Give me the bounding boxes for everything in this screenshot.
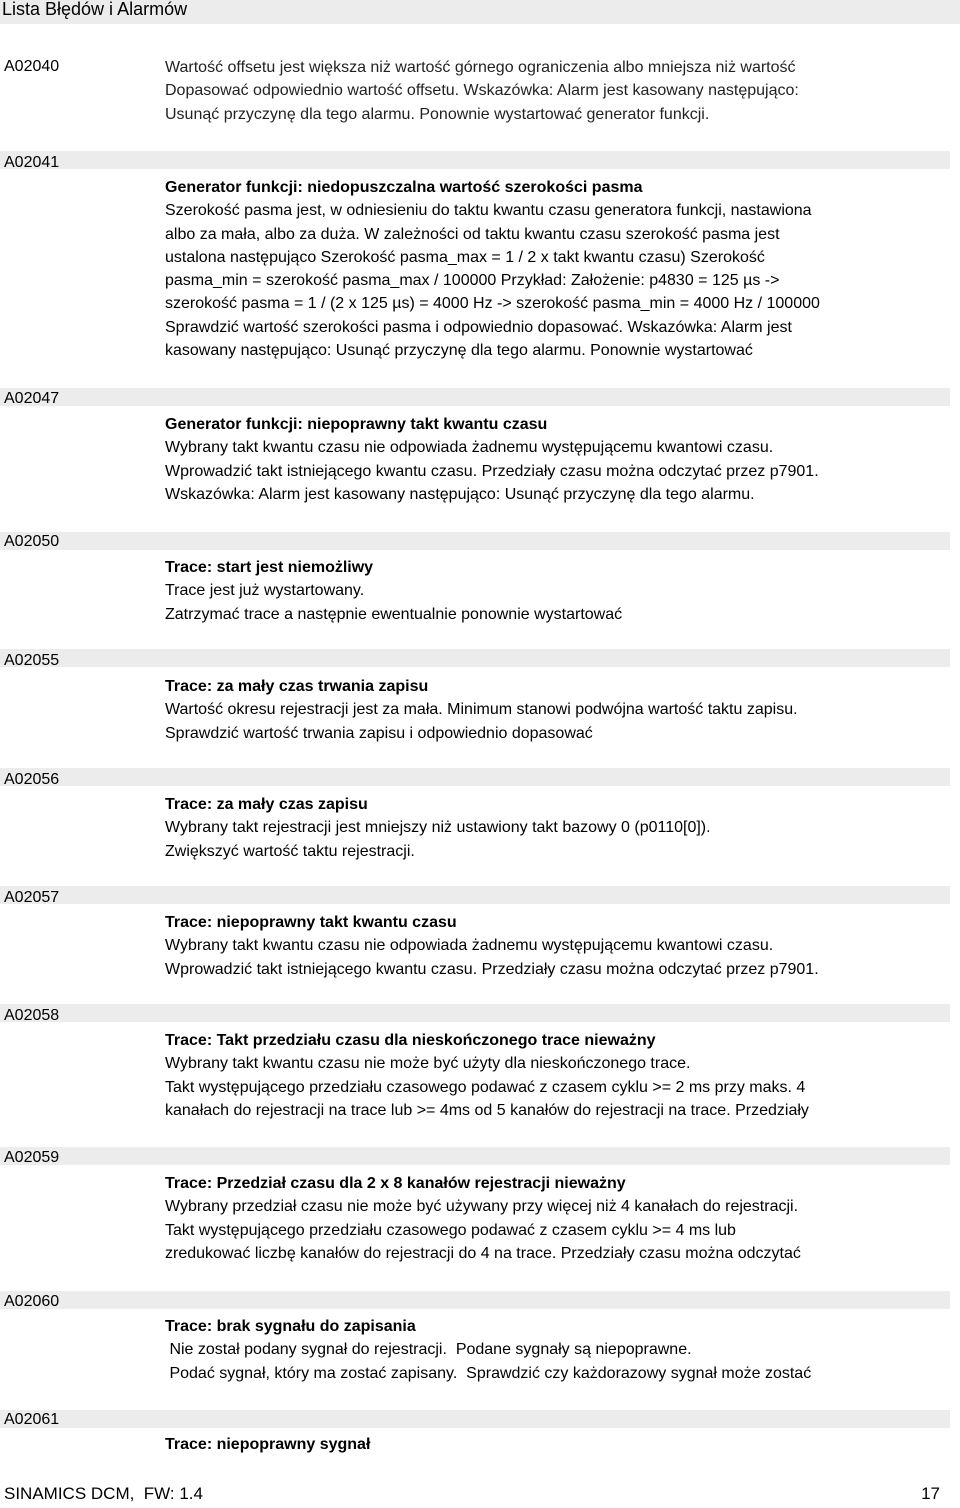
description-line: Sprawdzić wartość trwania zapisu i odpowiednio dopasować — [165, 724, 593, 742]
alarm-code: A02057 — [4, 889, 60, 906]
alarm-entry — [165, 1433, 955, 1456]
alarm-entry — [165, 1172, 955, 1265]
alarm-code: A02050 — [4, 533, 60, 550]
alarm-code: A02055 — [4, 652, 60, 669]
description-line: kanałach do rejestracji na trace lub >= 4ms od 5 kanałów do rejestracji na trace. Przedziały — [165, 1101, 809, 1119]
description-line: Takt występującego przedziału czasowego podawać z czasem cyklu >= 2 ms przy maks. 4 — [165, 1078, 806, 1096]
description-line: Wybrany takt kwantu czasu nie odpowiada żadnemu występującemu kwantowi czasu. — [165, 439, 774, 457]
alarm-code: A02058 — [4, 1007, 60, 1024]
alarm-entry — [165, 1029, 955, 1122]
row-separator — [0, 886, 950, 904]
alarm-title: Trace: start jest niemożliwy — [165, 559, 374, 576]
row-separator — [0, 388, 950, 406]
description-line: Takt występującego przedziału czasowego podawać z czasem cyklu >= 4 ms lub — [165, 1221, 736, 1239]
description-line: Wartość okresu rejestracji jest za mała. Minimum stanowi podwójna wartość taktu zapisu. — [165, 701, 798, 719]
page-header — [0, 0, 960, 24]
alarm-title: Generator funkcji: niepoprawny takt kwantu czasu — [165, 416, 548, 433]
alarm-title: Trace: za mały czas trwania zapisu — [165, 678, 429, 695]
description-line: Wybrany takt rejestracji jest mniejszy niż ustawiony takt bazowy 0 (p0110[0]). — [165, 819, 711, 837]
alarm-entry — [165, 911, 955, 981]
description-line: Dopasować odpowiednio wartość offsetu. Wskazówka: Alarm jest kasowany następująco: — [165, 82, 799, 100]
row-separator — [0, 151, 950, 169]
alarm-entry — [165, 413, 955, 506]
description-line: zredukować liczbę kanałów do rejestracji do 4 na trace. Przedziały czasu można odczytać — [165, 1244, 801, 1262]
alarm-entry — [165, 556, 955, 626]
description-line: pasma_min = szerokość pasma_max / 100000 Przykład: Założenie: p4830 = 125 µs -> — [165, 272, 780, 290]
alarm-code: A02059 — [4, 1149, 60, 1166]
alarm-title: Generator funkcji: niedopuszczalna wartość szerokości pasma — [165, 179, 643, 196]
alarm-entry — [165, 176, 955, 362]
alarm-title: Trace: brak sygnału do zapisania — [165, 1318, 416, 1335]
page-title: Lista Błędów i Alarmów — [2, 0, 188, 19]
description-line: Wartość offsetu jest większa niż wartość górnego ograniczenia albo mniejsza niż wartość — [165, 59, 796, 76]
description-line: Wybrany przedział czasu nie może być używany przy więcej niż 4 kanałach do rejestracji. — [165, 1198, 799, 1216]
alarm-entry — [165, 675, 955, 745]
alarm-entry — [165, 793, 955, 863]
alarm-title: Trace: niepoprawny sygnał — [165, 1436, 371, 1453]
alarm-code: A02061 — [4, 1411, 60, 1428]
alarm-title: Trace: Takt przedziału czasu dla nieskończonego trace nieważny — [165, 1032, 656, 1049]
description-line: Sprawdzić wartość szerokości pasma i odpowiednio dopasować. Wskazówka: Alarm jest — [165, 318, 792, 336]
row-separator — [0, 1004, 950, 1022]
description-line: Wskazówka: Alarm jest kasowany następująco: Usunąć przyczynę dla tego alarmu. — [165, 485, 755, 503]
alarm-entry — [165, 1315, 955, 1385]
description-line: Usunąć przyczynę dla tego alarmu. Ponownie wystartować generator funkcji. — [165, 105, 710, 123]
description-line: ustalona następująco Szerokość pasma_max = 1 / 2 x takt kwantu czasu) Szerokość — [165, 248, 765, 266]
footer-page-number: 17 — [921, 1484, 940, 1503]
description-line: kasowany następująco: Usunąć przyczynę dla tego alarmu. Ponownie wystartować — [165, 342, 753, 360]
alarm-title: Trace: niepoprawny takt kwantu czasu — [165, 914, 457, 931]
alarm-code: A02041 — [4, 154, 60, 171]
alarm-code: A02040 — [4, 58, 60, 75]
alarm-code: A02047 — [4, 390, 60, 407]
description-line: Wybrany takt kwantu czasu nie może być użyty dla nieskończonego trace. — [165, 1055, 691, 1073]
description-line: albo za mała, albo za duża. W zależności od taktu kwantu czasu szerokość pasma jest — [165, 225, 780, 243]
description-line: Zatrzymać trace a następnie ewentualnie ponownie wystartować — [165, 605, 623, 623]
row-separator — [0, 532, 950, 550]
alarm-code: A02056 — [4, 771, 60, 788]
description-line: Podać sygnał, który ma zostać zapisany. Sprawdzić czy każdorazowy sygnał może zostać — [165, 1364, 812, 1382]
alarm-code: A02060 — [4, 1293, 60, 1310]
description-line: Trace jest już wystartowany. — [165, 582, 365, 600]
description-line: Wprowadzić takt istniejącego kwantu czasu. Przedziały czasu można odczytać przez p7901. — [165, 960, 819, 978]
alarm-title: Trace: za mały czas zapisu — [165, 796, 368, 813]
alarm-entry — [165, 56, 955, 126]
alarm-title: Trace: Przedział czasu dla 2 x 8 kanałów rejestracji nieważny — [165, 1175, 626, 1192]
description-line: Wprowadzić takt istniejącego kwantu czasu. Przedziały czasu można odczytać przez p7901. — [165, 462, 819, 480]
description-line: Wybrany takt kwantu czasu nie odpowiada żadnemu występującemu kwantowi czasu. — [165, 937, 774, 955]
row-separator — [0, 1291, 950, 1309]
description-line: Zwiększyć wartość taktu rejestracji. — [165, 842, 415, 860]
description-line: Nie został podany sygnał do rejestracji. Podane sygnały są niepoprawne. — [165, 1341, 692, 1359]
row-separator — [0, 1410, 950, 1428]
description-line: szerokość pasma = 1 / (2 x 125 µs) = 4000 Hz -> szerokość pasma_min = 4000 Hz / 100000 — [165, 295, 820, 313]
footer-product: SINAMICS DCM, FW: 1.4 — [4, 1484, 203, 1503]
description-line: Szerokość pasma jest, w odniesieniu do taktu kwantu czasu generatora funkcji, nastawiona — [165, 202, 812, 220]
row-separator — [0, 1147, 950, 1165]
row-separator — [0, 768, 950, 786]
row-separator — [0, 649, 950, 667]
